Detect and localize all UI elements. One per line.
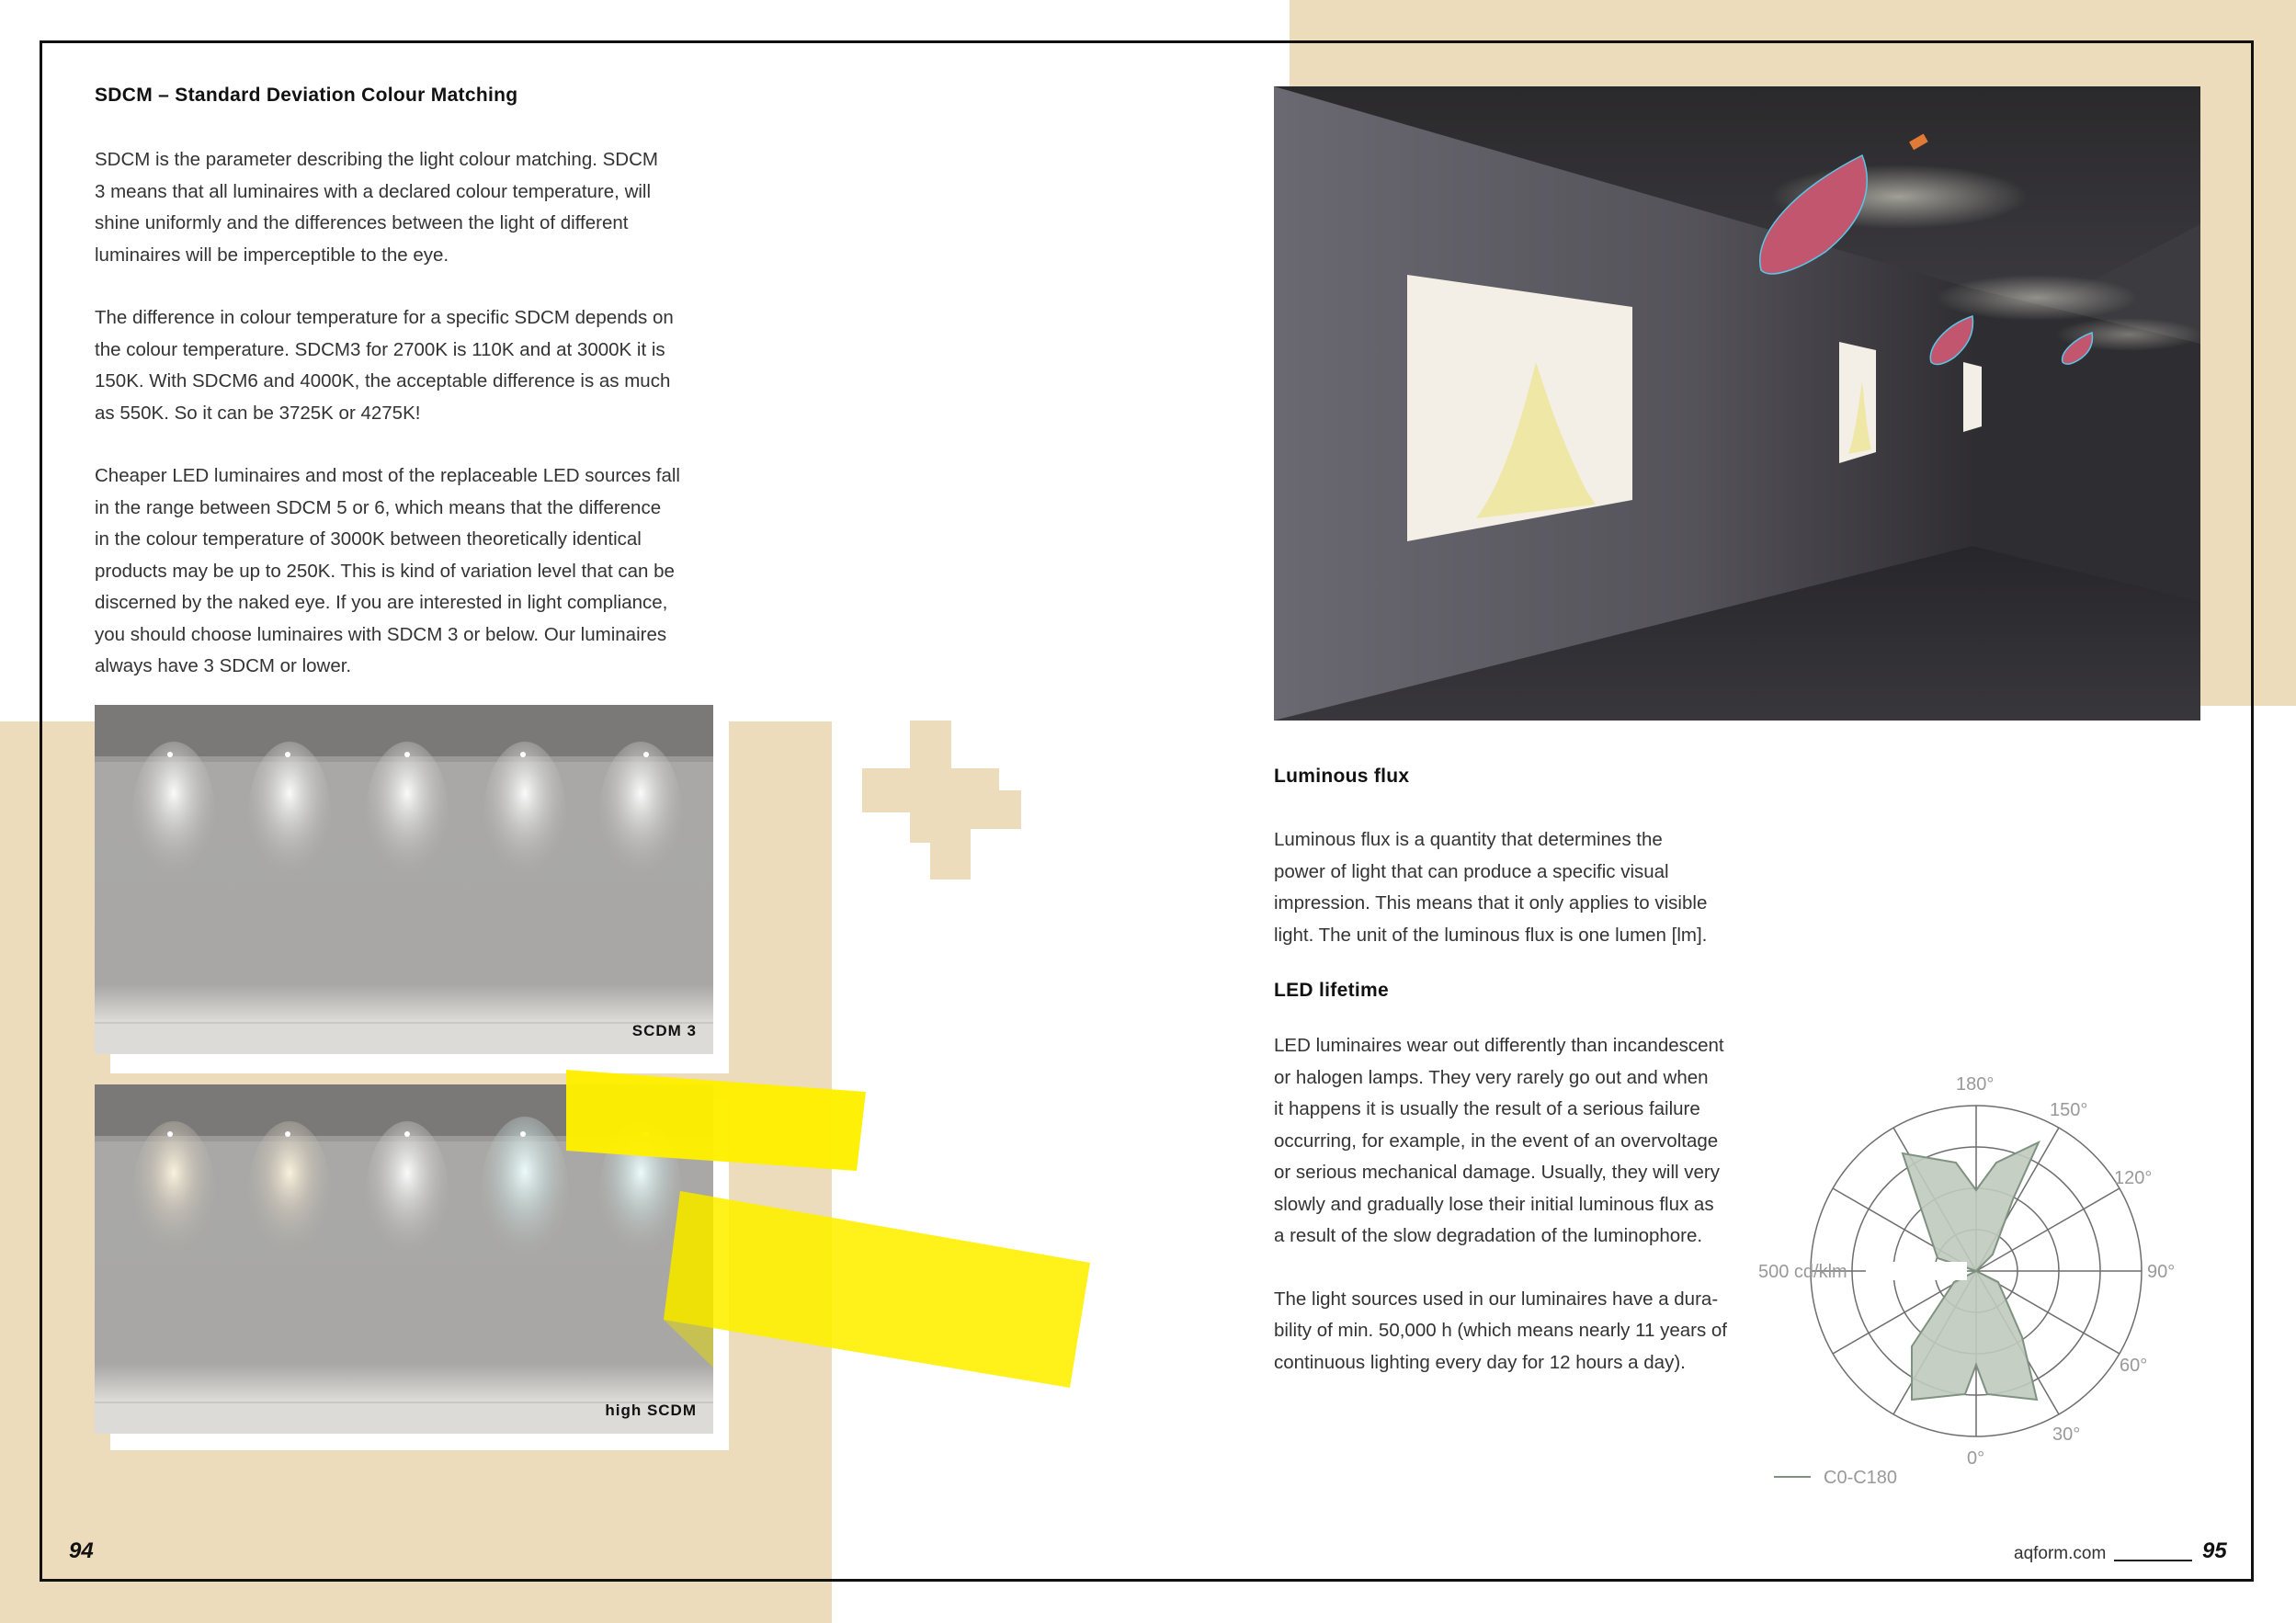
polar-distribution-diagram — [1746, 1061, 2206, 1493]
text-line: impression. This means that it only applies to visible — [1274, 892, 1708, 914]
text-line: always have 3 SDCM or lower. — [95, 655, 352, 676]
polar-scale-label: 500 cd/klm — [1758, 1262, 1847, 1282]
text-line: you should choose luminaires with SDCM 3 or below. Our luminaires — [95, 623, 667, 645]
text-line: Luminous flux is a quantity that determines the — [1274, 829, 1663, 850]
text-line: bility of min. 50,000 h (which means nearly 11 years of — [1274, 1320, 1728, 1341]
text-line: or serious mechanical damage. Usually, they will very — [1274, 1162, 1720, 1183]
text-line: slowly and gradually lose their initial luminous flux as — [1274, 1193, 1714, 1215]
luminous-flux-body — [1274, 824, 1789, 951]
text-line: LED luminaires wear out differently than incandescent — [1274, 1035, 1724, 1056]
sdcm-body — [95, 144, 720, 683]
led-lifetime-body — [1274, 1030, 1789, 1379]
text-line: in the range between SDCM 5 or 6, which means that the difference — [95, 496, 662, 518]
sdcm3-wall-photo — [95, 705, 713, 1054]
text-line: luminaires will be imperceptible to the eye. — [95, 244, 449, 266]
text-line: discerned by the naked eye. If you are interested in light compliance, — [95, 592, 668, 613]
legend-label: C0-C180 — [1824, 1468, 1898, 1488]
text-line: the colour temperature. SDCM3 for 2700K is 110K and at 3000K it is — [95, 338, 665, 360]
text-line: Cheaper LED luminaires and most of the replaceable LED sources fall — [95, 465, 680, 486]
luminous-flux-heading: Luminous flux — [1274, 766, 1410, 787]
text-line: The light sources used in our luminaires have a dura- — [1274, 1288, 1719, 1310]
text-line: shine uniformly and the differences between the light of different — [95, 212, 629, 233]
text-line: 150K. With SDCM6 and 4000K, the acceptable difference is as much — [95, 370, 671, 392]
page-number-left: 94 — [69, 1538, 94, 1563]
text-line: or halogen lamps. They very rarely go out and when — [1274, 1066, 1709, 1088]
text-line: a result of the slow degradation of the luminophore. — [1274, 1225, 1703, 1246]
corridor-render-photo — [1274, 86, 2200, 721]
polar-label-90: 90° — [2147, 1262, 2176, 1282]
yellow-strips-decoration — [561, 1066, 1094, 1397]
text-line: products may be up to 250K. This is kind of variation level that can be — [95, 560, 675, 582]
polar-label-60: 60° — [2120, 1356, 2148, 1376]
high-sdcm-caption: high SCDM — [605, 1402, 697, 1419]
text-line: power of light that can produce a specific visual — [1274, 860, 1669, 882]
text-line: The difference in colour temperature for a specific SDCM depends on — [95, 307, 674, 328]
text-line: as 550K. So it can be 3725K or 4275K! — [95, 402, 421, 424]
text-line: light. The unit of the luminous flux is one lumen [lm]. — [1274, 924, 1708, 946]
text-line: in the colour temperature of 3000K between theoretically identical — [95, 528, 642, 550]
website-underline — [2114, 1560, 2192, 1561]
website-text: aqform.com — [2014, 1544, 2107, 1563]
led-lifetime-heading: LED lifetime — [1274, 980, 1389, 1001]
text-line: 3 means that all luminaires with a declared colour temperature, will — [95, 180, 652, 202]
text-line: SDCM is the parameter describing the light colour matching. SDCM — [95, 149, 658, 170]
polar-label-150: 150° — [2050, 1100, 2088, 1120]
text-line: it happens it is usually the result of a serious failure — [1274, 1098, 1700, 1119]
text-line: occurring, for example, in the event of an overvoltage — [1274, 1129, 1719, 1152]
polar-label-30: 30° — [2052, 1424, 2081, 1445]
polar-label-120: 120° — [2114, 1168, 2153, 1188]
text-line: continuous lighting every day for 12 hours a day). — [1274, 1351, 1686, 1373]
sdcm-heading: SDCM – Standard Deviation Colour Matching — [95, 85, 518, 106]
page-number-right: 95 — [2202, 1538, 2227, 1563]
polar-label-0: 0° — [1967, 1448, 1985, 1469]
sdcm3-caption: SCDM 3 — [631, 1022, 697, 1039]
polar-label-180: 180° — [1956, 1074, 1995, 1095]
